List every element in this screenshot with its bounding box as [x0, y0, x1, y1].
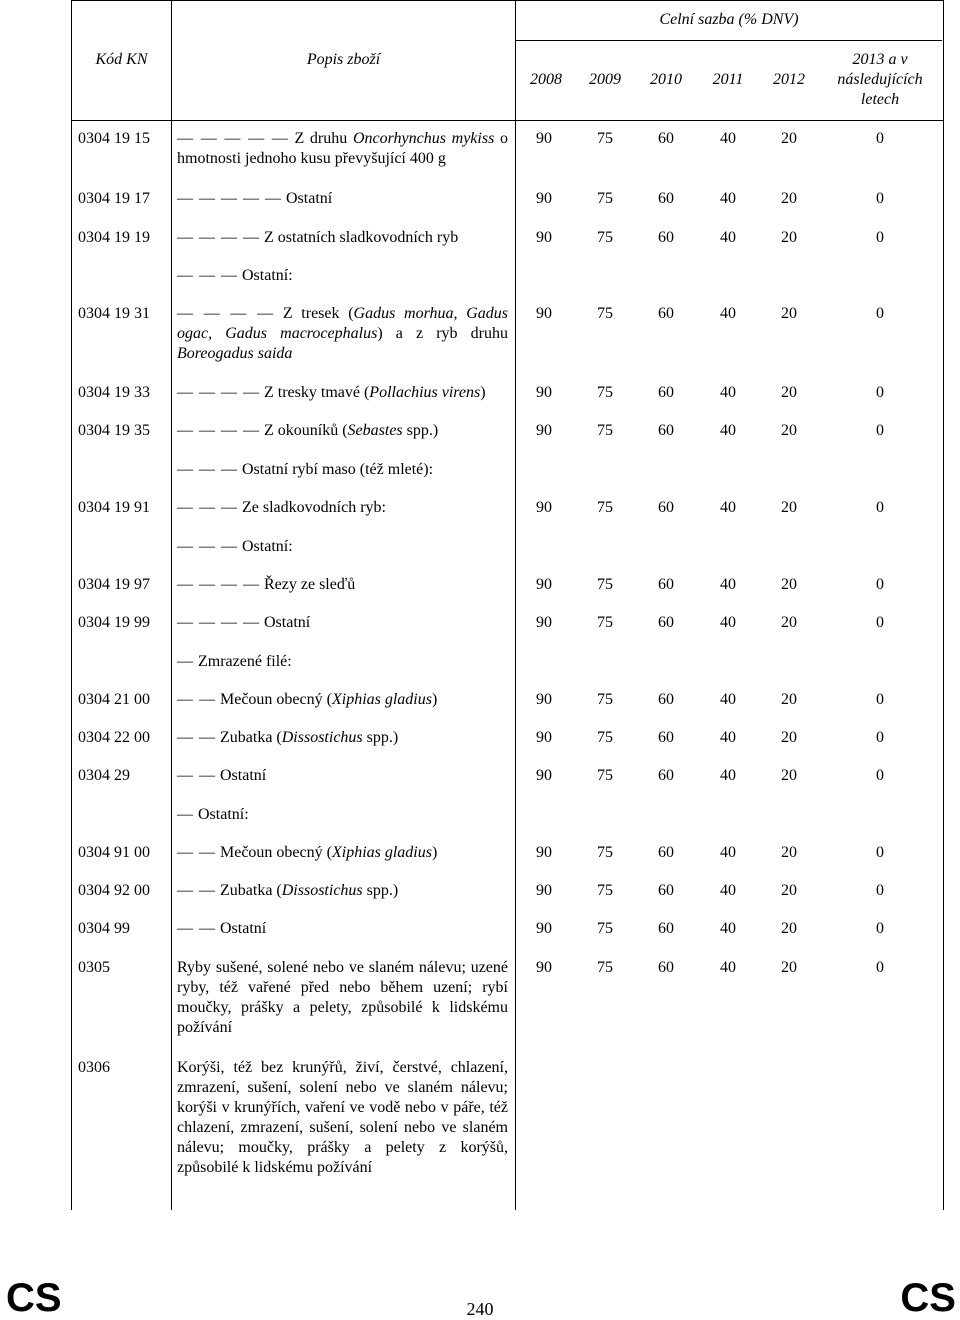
- duty-rate: 0: [876, 959, 884, 976]
- duty-rate: 90: [536, 130, 552, 147]
- kn-code: 0304 99: [78, 920, 130, 937]
- latin-species-name: Xiphias gladius: [331, 844, 432, 861]
- duty-rate: 60: [658, 229, 674, 246]
- description-text: o hmotnosti jednoho kusu převyšující 400 g: [177, 130, 509, 167]
- duty-rate: 40: [720, 576, 736, 593]
- latin-species-name: Boreogadus saida: [177, 345, 293, 362]
- indent-dashes: — — —: [177, 538, 238, 555]
- duty-rate: 20: [781, 729, 797, 746]
- duty-rate: 90: [536, 499, 552, 516]
- duty-rate: 20: [781, 130, 797, 147]
- goods-description: [177, 537, 508, 557]
- footer-language-left: CS: [6, 1276, 62, 1320]
- description-text: Ze sladkovodních ryb:: [238, 499, 386, 516]
- description-text: spp.): [362, 882, 399, 899]
- duty-rate: 75: [597, 882, 613, 899]
- duty-rate: 60: [658, 691, 674, 708]
- description-text: Ostatní: [216, 767, 267, 784]
- duty-rate: 75: [597, 920, 613, 937]
- goods-description: [177, 304, 508, 364]
- description-text: ): [431, 691, 438, 708]
- goods-description: [177, 383, 508, 403]
- indent-dashes: — —: [177, 729, 216, 746]
- indent-dashes: — —: [177, 691, 216, 708]
- kn-code: 0306: [78, 1059, 110, 1076]
- header-year-2010: 2010: [650, 71, 682, 88]
- duty-rate: 60: [658, 614, 674, 631]
- duty-rate: 90: [536, 576, 552, 593]
- duty-rate: 75: [597, 130, 613, 147]
- kn-code: 0304 21 00: [78, 691, 150, 708]
- description-text: Z druhu: [288, 130, 353, 147]
- header-year-2013-onward: 2013 a v následujících letech: [837, 51, 923, 108]
- description-text: Z okouníků (: [260, 422, 348, 439]
- duty-rate: 60: [658, 384, 674, 401]
- duty-rate: 40: [720, 882, 736, 899]
- description-text: Mečoun obecný (: [216, 691, 332, 708]
- kn-code: 0304 19 15: [78, 130, 150, 147]
- description-text: Ostatní: [260, 614, 311, 631]
- goods-description: [177, 652, 508, 672]
- duty-rate: 40: [720, 422, 736, 439]
- indent-dashes: — — — —: [177, 422, 260, 439]
- duty-rate: 20: [781, 422, 797, 439]
- duty-rate: 0: [876, 384, 884, 401]
- description-text: Zmrazené filé:: [194, 653, 292, 670]
- kn-code: 0304 19 33: [78, 384, 150, 401]
- duty-rate: 75: [597, 305, 613, 322]
- duty-rate: 40: [720, 614, 736, 631]
- duty-rate: 90: [536, 691, 552, 708]
- duty-rate: 0: [876, 305, 884, 322]
- duty-rate: 60: [658, 844, 674, 861]
- header-year-2012: 2012: [773, 71, 805, 88]
- duty-rate: 90: [536, 844, 552, 861]
- page-number: 240: [466, 1299, 494, 1319]
- duty-rate: 40: [720, 190, 736, 207]
- kn-code: 0304 19 19: [78, 229, 150, 246]
- description-text: Z tresek (: [274, 305, 354, 322]
- description-text: ): [480, 384, 486, 401]
- duty-rate: 75: [597, 422, 613, 439]
- duty-rate: 20: [781, 691, 797, 708]
- kn-code: 0304 19 97: [78, 576, 150, 593]
- duty-rate: 60: [658, 767, 674, 784]
- indent-dashes: — — — —: [177, 305, 275, 322]
- latin-species-name: Pollachius virens: [369, 384, 481, 401]
- duty-rate: 90: [536, 190, 552, 207]
- goods-description: [177, 728, 508, 748]
- duty-rate: 90: [536, 422, 552, 439]
- description-text: Ostatní:: [238, 538, 293, 555]
- duty-rate: 40: [720, 130, 736, 147]
- description-text: Řezy ze sleďů: [260, 576, 356, 593]
- duty-rate: 90: [536, 229, 552, 246]
- latin-species-name: Dissostichus: [281, 729, 363, 746]
- duty-rate: 75: [597, 229, 613, 246]
- duty-rate: 0: [876, 130, 884, 147]
- header-popis-zbozi: Popis zboží: [306, 51, 381, 68]
- header-year-2011: 2011: [712, 71, 744, 88]
- duty-rate: 40: [720, 920, 736, 937]
- latin-species-name: Sebastes: [347, 422, 403, 439]
- duty-rate: 20: [781, 384, 797, 401]
- duty-rate: 60: [658, 499, 674, 516]
- indent-dashes: —: [177, 806, 194, 823]
- kn-code: 0304 91 00: [78, 844, 150, 861]
- header-celni-sazba: Celní sazba (% DNV): [659, 11, 799, 28]
- duty-rate: 0: [876, 691, 884, 708]
- latin-species-name: Dissostichus: [281, 882, 363, 899]
- duty-rate: 60: [658, 422, 674, 439]
- description-text: Ostatní:: [194, 806, 249, 823]
- duty-rate: 0: [876, 729, 884, 746]
- duty-rate: 75: [597, 767, 613, 784]
- column-divider-description: [515, 0, 516, 1210]
- description-text: Mečoun obecný (: [216, 844, 332, 861]
- indent-dashes: — — — —: [177, 614, 260, 631]
- goods-description: [177, 843, 508, 863]
- description-text: Zubatka (: [216, 729, 282, 746]
- duty-rate: 40: [720, 959, 736, 976]
- duty-rate: 90: [536, 384, 552, 401]
- goods-description: [177, 805, 508, 825]
- kn-code: 0304 29: [78, 767, 130, 784]
- duty-rate: 0: [876, 767, 884, 784]
- duty-rate: 0: [876, 576, 884, 593]
- indent-dashes: — — —: [177, 267, 238, 284]
- description-text: Zubatka (: [216, 882, 282, 899]
- indent-dashes: — — — —: [177, 229, 260, 246]
- goods-description: [177, 881, 508, 901]
- goods-description: [177, 958, 508, 1038]
- kn-code: 0304 19 17: [78, 190, 150, 207]
- duty-rate: 60: [658, 576, 674, 593]
- description-text: ) a z ryb druhu: [377, 325, 509, 342]
- duty-rate: 20: [781, 229, 797, 246]
- description-text: Ryby sušené, solené nebo ve slaném nálevu; uzené ryby, též vařené před nebo během uzení; rybí moučky, prášky a pelety, způsobilé k lidskému požívání: [177, 959, 508, 1036]
- indent-dashes: — — —: [177, 461, 238, 478]
- duty-rate: 20: [781, 305, 797, 322]
- latin-species-name: Gadus morhua, Gadus ogac, Gadus macrocephalus: [177, 305, 508, 342]
- goods-description: [177, 129, 508, 169]
- goods-description: [177, 766, 508, 786]
- duty-rate: 60: [658, 959, 674, 976]
- duty-rate: 40: [720, 729, 736, 746]
- duty-rate: 90: [536, 882, 552, 899]
- duty-rate: 0: [876, 844, 884, 861]
- goods-description: [177, 228, 508, 248]
- indent-dashes: — — — —: [177, 576, 260, 593]
- goods-description: [177, 613, 508, 633]
- header-year-2008: 2008: [530, 71, 562, 88]
- duty-rate: 60: [658, 190, 674, 207]
- duty-rate: 0: [876, 229, 884, 246]
- description-text: Z ostatních sladkovodních ryb: [260, 229, 459, 246]
- footer-language-right: CS: [900, 1276, 956, 1320]
- duty-rate: 40: [720, 305, 736, 322]
- kn-code: 0304 19 91: [78, 499, 150, 516]
- duty-rate: 75: [597, 384, 613, 401]
- indent-dashes: — — — — —: [177, 190, 282, 207]
- duty-rate: 0: [876, 920, 884, 937]
- duty-rate: 40: [720, 384, 736, 401]
- duty-rate: 75: [597, 499, 613, 516]
- duty-rate: 20: [781, 959, 797, 976]
- indent-dashes: — —: [177, 920, 216, 937]
- indent-dashes: — — — — —: [177, 130, 289, 147]
- description-text: Z tresky tmavé (: [260, 384, 370, 401]
- goods-description: [177, 460, 508, 480]
- duty-rate: 20: [781, 499, 797, 516]
- duty-rate: 20: [781, 920, 797, 937]
- duty-rate: 90: [536, 920, 552, 937]
- duty-rate: 20: [781, 882, 797, 899]
- duty-rate: 20: [781, 614, 797, 631]
- duty-rate: 90: [536, 959, 552, 976]
- goods-description: [177, 421, 508, 441]
- kn-code: 0304 19 35: [78, 422, 150, 439]
- latin-species-name: Xiphias gladius: [331, 691, 432, 708]
- indent-dashes: — —: [177, 882, 216, 899]
- description-text: spp.): [402, 422, 439, 439]
- duty-rate: 0: [876, 190, 884, 207]
- header-year-2009: 2009: [589, 71, 621, 88]
- duty-rate: 75: [597, 190, 613, 207]
- duty-rate: 90: [536, 767, 552, 784]
- column-divider-code: [171, 0, 172, 1210]
- duty-rate: 40: [720, 499, 736, 516]
- kn-code: 0304 22 00: [78, 729, 150, 746]
- header-kod-kn: Kód KN: [95, 51, 148, 68]
- indent-dashes: — —: [177, 767, 216, 784]
- duty-rate: 40: [720, 767, 736, 784]
- kn-code: 0304 92 00: [78, 882, 150, 899]
- description-text: Ostatní: [282, 190, 333, 207]
- description-text: Ostatní:: [238, 267, 293, 284]
- rate-header-divider: [515, 40, 942, 41]
- duty-rate: 0: [876, 614, 884, 631]
- duty-rate: 40: [720, 844, 736, 861]
- goods-description: [177, 690, 508, 710]
- duty-rate: 90: [536, 729, 552, 746]
- duty-rate: 40: [720, 691, 736, 708]
- duty-rate: 75: [597, 576, 613, 593]
- description-text: Korýši, též bez krunýřů, živí, čerstvé, chlazení, zmrazení, sušení, solení nebo ve slaném nálevu; korýši v krunýřích, vaření ve vodě nebo v páře, též chlazení, zmrazení, sušení, solení nebo ve slaném nálevu; moučky, prášky a pelety z korýšů, způsobilé k lidskému požívání: [177, 1059, 508, 1176]
- indent-dashes: — — — —: [177, 384, 260, 401]
- goods-description: [177, 919, 508, 939]
- duty-rate: 75: [597, 844, 613, 861]
- goods-description: [177, 1058, 508, 1178]
- duty-rate: 20: [781, 844, 797, 861]
- duty-rate: 75: [597, 614, 613, 631]
- duty-rate: 60: [658, 130, 674, 147]
- duty-rate: 0: [876, 882, 884, 899]
- duty-rate: 20: [781, 576, 797, 593]
- description-text: spp.): [362, 729, 399, 746]
- duty-rate: 60: [658, 882, 674, 899]
- duty-rate: 20: [781, 767, 797, 784]
- duty-rate: 60: [658, 729, 674, 746]
- indent-dashes: — — —: [177, 499, 238, 516]
- duty-rate: 40: [720, 229, 736, 246]
- duty-rate: 75: [597, 729, 613, 746]
- duty-rate: 0: [876, 499, 884, 516]
- duty-rate: 90: [536, 614, 552, 631]
- kn-code: 0305: [78, 959, 110, 976]
- goods-description: [177, 189, 508, 209]
- duty-rate: 60: [658, 920, 674, 937]
- indent-dashes: —: [177, 653, 194, 670]
- duty-rate: 90: [536, 305, 552, 322]
- description-text: Ostatní rybí maso (též mleté):: [238, 461, 434, 478]
- description-text: Ostatní: [216, 920, 267, 937]
- table-top-border: [71, 0, 943, 1]
- goods-description: [177, 575, 508, 595]
- duty-rate: 75: [597, 959, 613, 976]
- kn-code: 0304 19 31: [78, 305, 150, 322]
- latin-species-name: Oncorhynchus mykiss: [352, 130, 495, 147]
- duty-rate: 20: [781, 190, 797, 207]
- duty-rate: 60: [658, 305, 674, 322]
- indent-dashes: — —: [177, 844, 216, 861]
- goods-description: [177, 498, 508, 518]
- kn-code: 0304 19 99: [78, 614, 150, 631]
- duty-rate: 0: [876, 422, 884, 439]
- description-text: ): [431, 844, 438, 861]
- goods-description: [177, 266, 508, 286]
- header-bottom-border: [71, 120, 943, 121]
- duty-rate: 75: [597, 691, 613, 708]
